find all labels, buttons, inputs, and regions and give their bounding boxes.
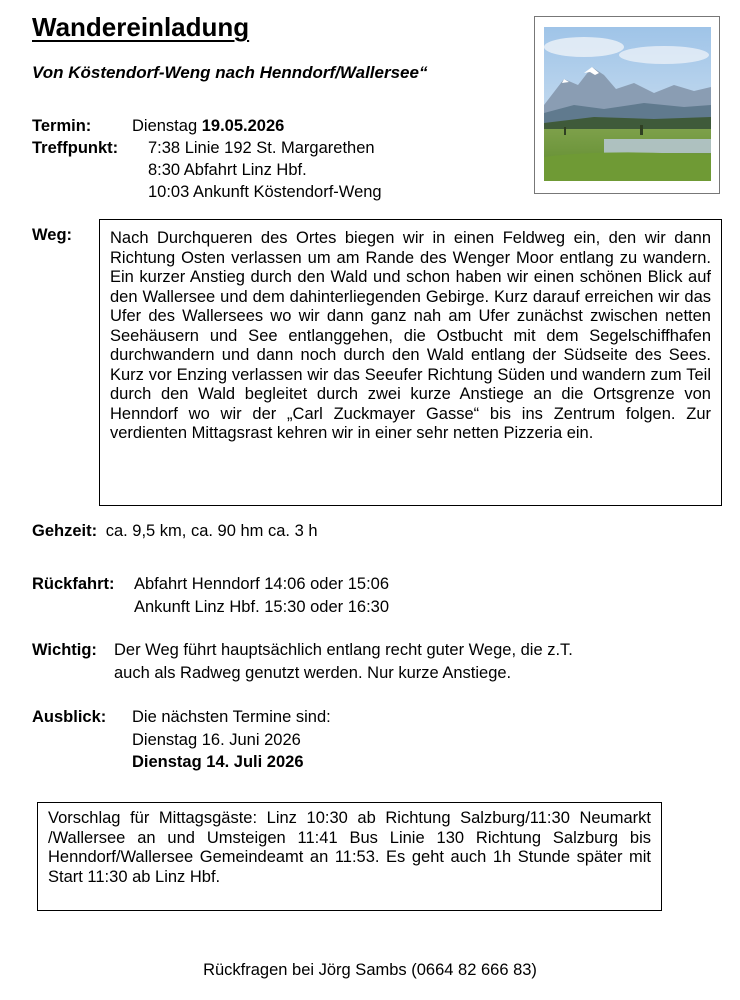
- ausblick-date-2-value: 14. Juli 2026: [206, 753, 304, 771]
- treffpunkt-line-1: 7:38 Linie 192 St. Margarethen: [148, 139, 375, 157]
- rueckfahrt-line-2: Ankunft Linz Hbf. 15:30 oder 16:30: [134, 598, 390, 616]
- lunch-guests-box: Vorschlag für Mittagsgäste: Linz 10:30 ab Richtung Salzburg/11:30 Neumarkt /Wallersee an und Umsteigen 11:41 Bus Linie 130 Richtung Salzburg bis Henndorf/Wallersee Gemeindeamt an 11:53. Es geht auch 1h Stunde später mit Start 11:30 ab Linz Hbf.: [37, 802, 662, 911]
- treffpunkt-line-3: 10:03 Ankunft Köstendorf-Weng: [148, 183, 382, 201]
- termin-row: [32, 117, 91, 136]
- wichtig-line-2: auch als Radweg genutzt werden. Nur kurze Anstiege.: [114, 664, 512, 682]
- termin-value: [132, 117, 284, 136]
- ausblick-date-1: [132, 731, 301, 750]
- termin-prefix: Dienstag: [132, 117, 198, 135]
- page-subtitle: Von Köstendorf-Weng nach Henndorf/Wallersee“: [32, 63, 428, 82]
- ausblick-date-1-prefix: Dienstag: [132, 731, 198, 749]
- termin-label: Termin:: [32, 117, 92, 135]
- weg-description-box: Nach Durchqueren des Ortes biegen wir in einen Feldweg ein, den wir dann Richtung Osten verlassen um am Rande des Wenger Moor entlang zu wandern. Ein kurzer Anstieg durch den Wald und schon haben wir einen schönen Blick auf den Wallersee und dem dahinterliegenden Gebirge. Kurz darauf erreichen wir das Ufer des Wallersees wo wir dann ganz nah am Ufer zunächst zwischen netten Seehäusern und See entlanggehen, die Ostbucht mit dem Segelschiffhafen durchwandern und dann noch durch den Wald entlang der Südseite des Sees. Kurz vor Enzing verlassen wir das Seeufer Richtung Süden und wandern zum Teil durch den Wald begleitet durch zwei kurze Anstiege an die Ortsgrenze von Henndorf wo wir der „Carl Zuckmayer Gasse“ bis ins Zentrum folgen. Zur verdienten Mittagsrast kehren wir in einer sehr netten Pizzeria ein.: [99, 219, 722, 506]
- termin-date: 19.05.2026: [201, 117, 285, 135]
- page-title: Wandereinladung: [32, 12, 250, 42]
- landscape-photo-icon: [544, 27, 711, 181]
- weg-label: Weg:: [32, 226, 73, 244]
- wichtig-label: Wichtig:: [32, 641, 97, 659]
- ausblick-intro: Die nächsten Termine sind:: [132, 708, 331, 726]
- treffpunkt-line-2: 8:30 Abfahrt Linz Hbf.: [148, 161, 307, 179]
- wichtig-line-1: Der Weg führt hauptsächlich entlang recht guter Wege, die z.T.: [114, 641, 573, 659]
- photo-frame: [534, 16, 720, 194]
- ausblick-date-2-prefix: Dienstag: [132, 753, 202, 771]
- rueckfahrt-label: Rückfahrt:: [32, 575, 115, 593]
- ausblick-label: Ausblick:: [32, 708, 107, 726]
- treffpunkt-label: Treffpunkt:: [32, 139, 119, 157]
- gehzeit-value: ca. 9,5 km, ca. 90 hm ca. 3 h: [105, 522, 318, 540]
- rueckfahrt-line-1: Abfahrt Henndorf 14:06 oder 15:06: [134, 575, 390, 593]
- gehzeit-label: Gehzeit:: [32, 522, 98, 540]
- ausblick-date-1-value: 16. Juni 2026: [201, 731, 301, 749]
- contact-line: Rückfragen bei Jörg Sambs (0664 82 666 83): [203, 961, 537, 979]
- ausblick-date-2: [132, 753, 304, 772]
- gehzeit-row: [32, 522, 318, 541]
